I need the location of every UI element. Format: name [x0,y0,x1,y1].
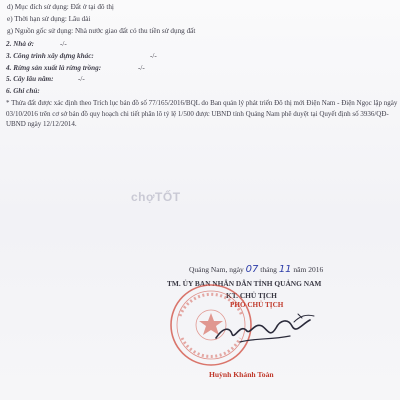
day-handwritten: 07 [245,264,259,275]
perennial-label: 5. Cây lâu năm: [6,75,54,83]
month-label: tháng [260,265,277,274]
role-line-2: PHÓ CHỦ TỊCH [230,301,284,309]
chotot-watermark: chợTỐT [131,190,181,204]
other-construction-value: -/- [150,52,157,60]
housing-value: -/- [60,40,67,48]
signer-name: Huỳnh Khánh Toàn [209,370,274,379]
role-line-1: KT. CHỦ TỊCH [226,291,277,300]
notes-label: 6. Ghi chú: [6,87,40,95]
place-date [189,264,323,275]
place-date-prefix: Quảng Nam, ngày [189,265,244,274]
notes-paragraph: * Thửa đất được xác định theo Trích lục bản đồ số 77/165/2016/BQL do Ban quản lý phát triển Đô thị mới Điện Nam - Điện Ngọc lập ngày 03/10/2016 trên cơ sở bản đồ quy hoạch chi tiết phân lô tỷ lệ 1/500 được UBND tỉnh Quảng Nam phê duyệt tại Quyết định số 3936/QĐ-UBND ngày 12/12/2014. [6,99,398,128]
perennial-value: -/- [78,75,85,83]
forest-label: 4. Rừng sản xuất là rừng trồng: [6,64,102,72]
year-label: năm 2016 [293,265,324,274]
purpose-line: d) Mục đích sử dụng: Đất ở tại đô thị [7,3,114,11]
other-construction-label: 3. Công trình xây dựng khác: [6,52,94,60]
forest-value: -/- [138,64,145,72]
origin-line: g) Nguồn gốc sử dụng: Nhà nước giao đất có thu tiền sử dụng đất [7,27,196,35]
housing-label: 2. Nhà ở: [6,40,35,48]
duration-line: e) Thời hạn sử dụng: Lâu dài [7,15,91,23]
month-handwritten: 11 [278,264,292,275]
handwritten-signature-icon [210,308,320,356]
org-title: TM. ỦY BAN NHÂN DÂN TỈNH QUẢNG NAM [167,279,322,288]
